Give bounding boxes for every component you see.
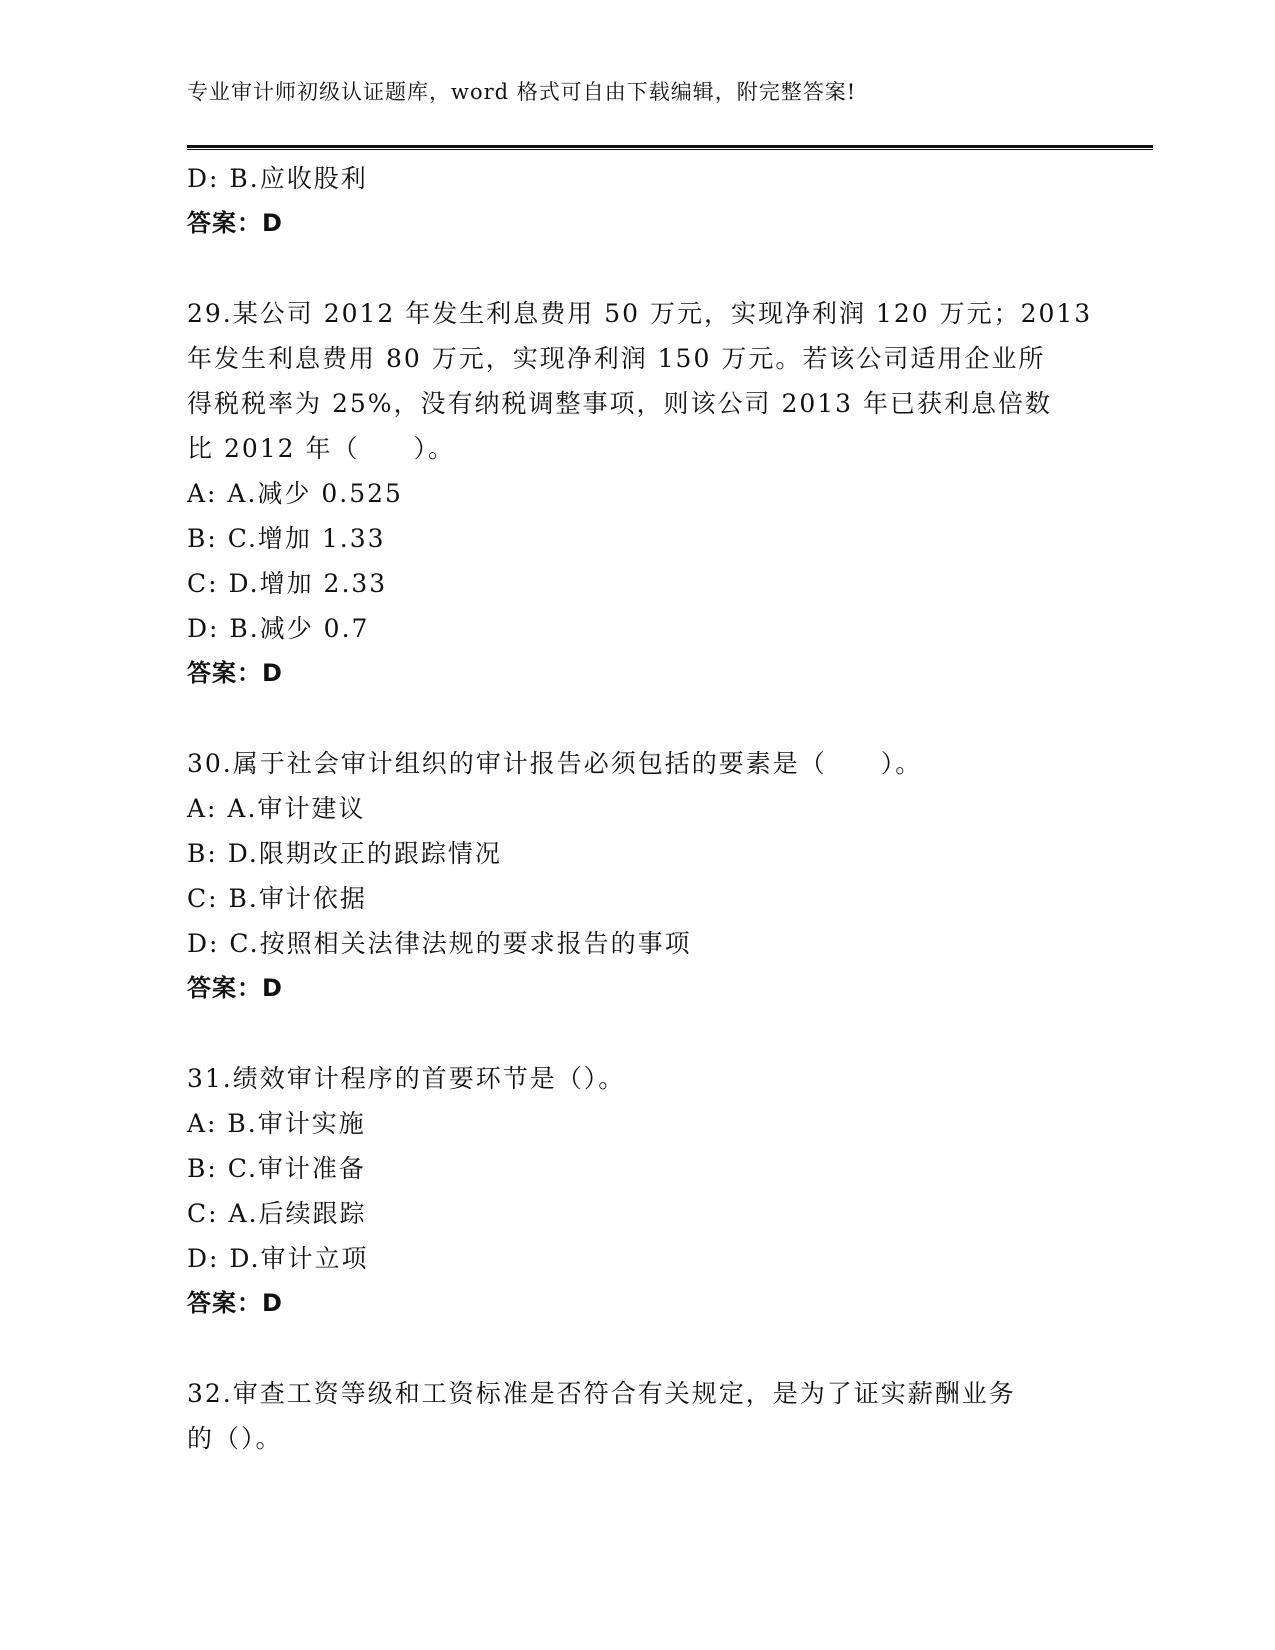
option-b: B: C.增加 1.33 — [187, 524, 386, 553]
spacer — [187, 1011, 1087, 1056]
question-stem-line: 年发生利息费用 80 万元，实现净利润 150 万元。若该公司适用企业所 — [187, 344, 1046, 373]
option-c: C: A.后续跟踪 — [187, 1199, 367, 1228]
option-a: A: A.减少 0.525 — [187, 479, 403, 508]
question-stem-line: 32.审查工资等级和工资标准是否符合有关规定，是为了证实薪酬业务 — [187, 1379, 1016, 1408]
answer-line: 答案：D — [187, 1289, 283, 1317]
option-c: C: D.增加 2.33 — [187, 569, 388, 598]
answer-line: 答案：D — [187, 974, 283, 1002]
question-stem-line: 31.绩效审计程序的首要环节是（）。 — [187, 1064, 626, 1093]
option-a: A: A.审计建议 — [187, 794, 366, 823]
option-c: C: B.审计依据 — [187, 884, 367, 913]
option-d: D: B.减少 0.7 — [187, 614, 370, 643]
option-d: D: C.按照相关法律法规的要求报告的事项 — [187, 929, 692, 958]
question-stem-line: 得税税率为 25%，没有纳税调整事项，则该公司 2013 年已获利息倍数 — [187, 389, 1053, 418]
option-a: A: B.审计实施 — [187, 1109, 366, 1138]
option-b: B: D.限期改正的跟踪情况 — [187, 839, 502, 868]
question-29 — [187, 291, 1093, 696]
answer-line: 答案：D — [187, 209, 283, 237]
spacer — [187, 696, 1087, 741]
question-32 — [187, 1371, 1087, 1461]
question-31 — [187, 1056, 1087, 1326]
question-stem-line: 29.某公司 2012 年发生利息费用 50 万元，实现净利润 120 万元；2013 — [187, 299, 1093, 328]
question-stem-line: 的（）。 — [187, 1424, 283, 1453]
question-30 — [187, 741, 1087, 1011]
question-stem-line: 30.属于社会审计组织的审计报告必须包括的要素是（ ）。 — [187, 749, 923, 778]
header-divider — [187, 145, 1153, 150]
spacer — [187, 1326, 1087, 1371]
spacer — [187, 246, 1087, 291]
page-header-title: 专业审计师初级认证题库，word 格式可自由下载编辑，附完整答案! — [187, 80, 857, 104]
answer-line: 答案：D — [187, 659, 283, 687]
document-body — [187, 156, 1093, 1461]
question-stem-line: 比 2012 年（ ）。 — [187, 434, 456, 463]
option-b: B: C.审计准备 — [187, 1154, 366, 1183]
option-d: D: D.审计立项 — [187, 1244, 369, 1273]
option-d: D: B.应收股利 — [187, 164, 368, 193]
